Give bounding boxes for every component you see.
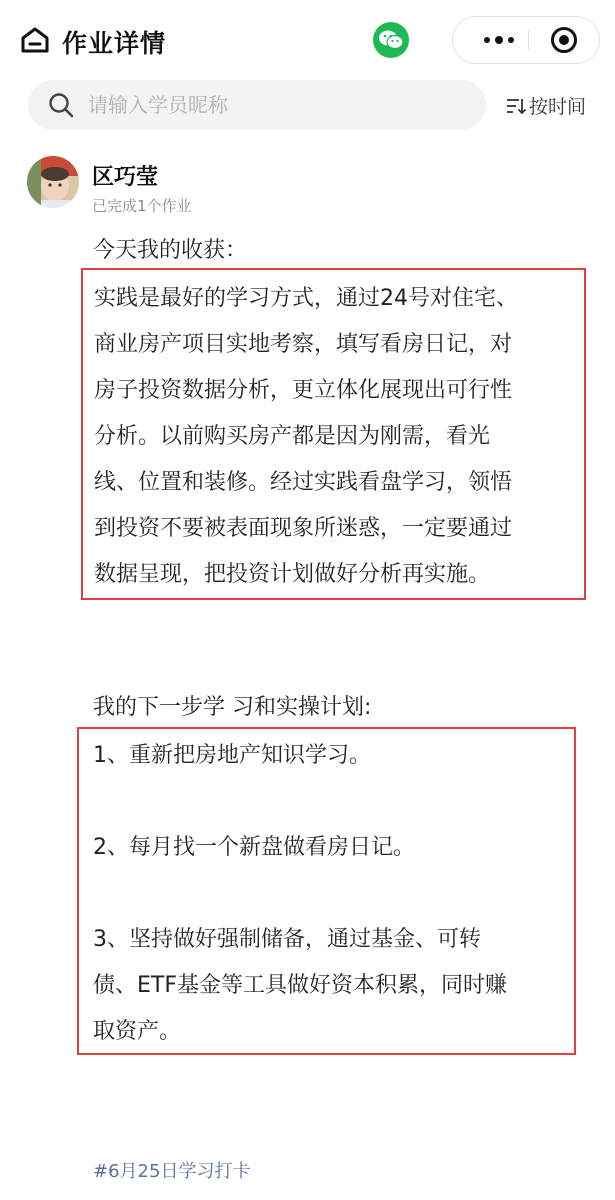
text-line: 商业房产项目实地考察，填写看房日记，对 — [94, 332, 513, 357]
section-title-gains: 今天我的收获： — [93, 238, 248, 263]
avatar[interactable] — [27, 156, 79, 208]
topic-hashtag-link[interactable]: #6月25日学习打卡 — [93, 1161, 251, 1182]
search-icon — [48, 92, 74, 118]
more-options-icon[interactable] — [471, 17, 527, 63]
plan-item: 债、ETF基金等工具做好资本积累，同时赚 — [93, 973, 507, 998]
plan-item: 2、每月找一个新盘做看房日记。 — [93, 835, 415, 860]
mini-program-capsule — [452, 16, 600, 64]
home-icon[interactable] — [20, 26, 50, 54]
sort-by-time-button[interactable] — [506, 92, 586, 119]
text-line: 线、位置和装修。经过实践看盘学习，领悟 — [94, 470, 513, 495]
wechat-icon[interactable] — [373, 22, 409, 58]
capsule-divider — [528, 30, 529, 50]
text-line: 分析。以前购买房产都是因为刚需，看光 — [94, 424, 491, 449]
plan-item: 3、坚持做好强制储备，通过基金、可转 — [93, 927, 481, 952]
header-bar — [0, 0, 615, 80]
section-title-plan: 我的下一步学 习和实操计划: — [93, 695, 372, 720]
text-line: 实践是最好的学习方式，通过24号对住宅、 — [94, 286, 518, 311]
highlight-box-gains — [81, 268, 586, 600]
sort-label: 按时间 — [529, 96, 587, 118]
text-line: 数据呈现，把投资计划做好分析再实施。 — [94, 562, 491, 587]
homework-count: 已完成1个作业 — [92, 197, 192, 215]
page-title: 作业详情 — [62, 29, 167, 58]
plan-item: 1、重新把房地产知识学习。 — [93, 743, 371, 768]
plan-item: 取资产。 — [93, 1019, 182, 1044]
highlight-box-plan — [77, 727, 576, 1055]
user-name[interactable]: 区巧莹 — [92, 165, 159, 190]
sort-icon — [506, 97, 526, 115]
text-line: 房子投资数据分析，更立体化展现出可行性 — [94, 378, 513, 403]
search-box[interactable] — [28, 80, 486, 130]
text-line: 到投资不要被表面现象所迷惑，一定要通过 — [94, 516, 513, 541]
search-input[interactable] — [88, 80, 468, 130]
close-program-icon[interactable] — [551, 27, 577, 53]
